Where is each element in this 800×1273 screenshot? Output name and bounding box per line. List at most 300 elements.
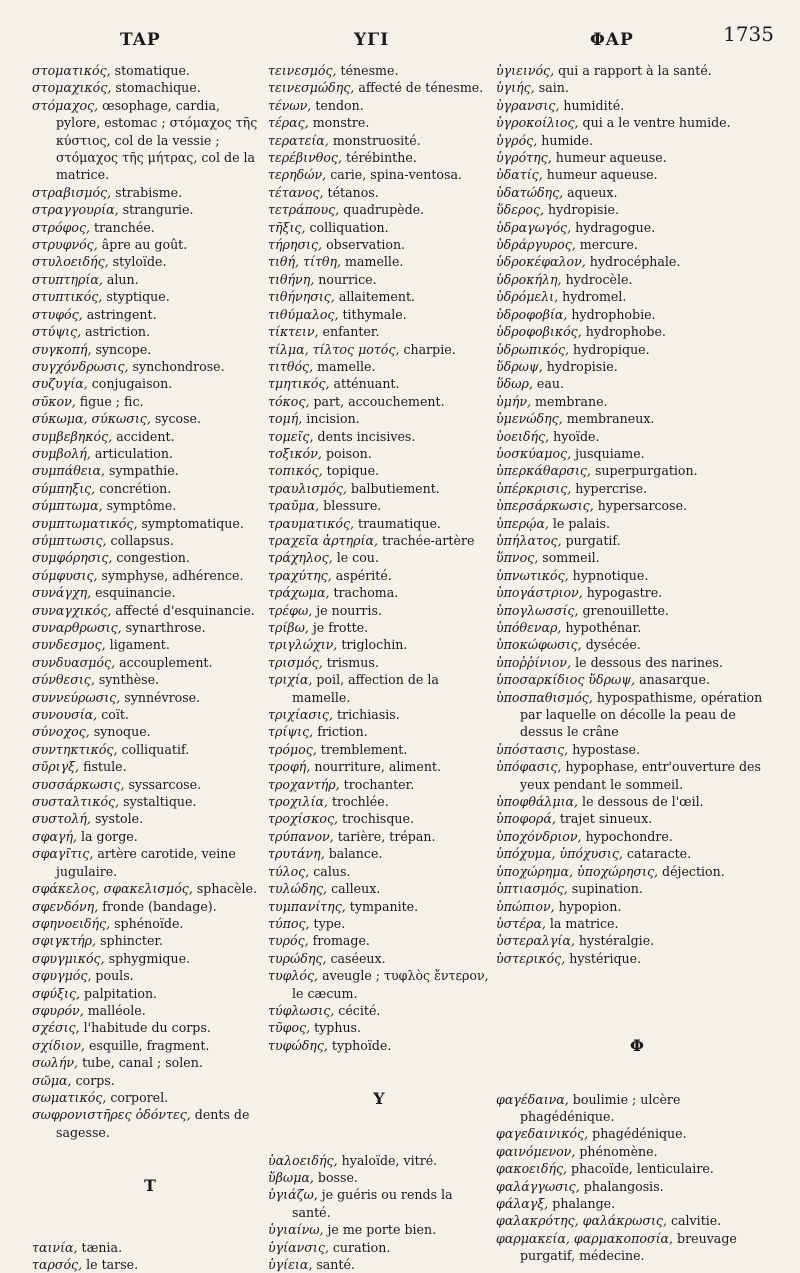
greek-headword: φαρμακεία, φαρμακοποσία, [496, 1230, 674, 1246]
dictionary-entry [32, 915, 268, 932]
greek-headword: ὑποσπαθισμός, [496, 689, 593, 705]
greek-headword: τραυματικός, [268, 515, 355, 531]
dictionary-entry [268, 584, 490, 601]
french-definition: grenouillette. [578, 602, 669, 618]
french-definition: le dessous des narines. [571, 654, 723, 670]
dictionary-entry [32, 758, 268, 775]
greek-headword: στραβισμός, [32, 184, 112, 200]
running-header-right: ΦAP [590, 30, 634, 50]
dictionary-entry [268, 358, 490, 375]
greek-headword: ὑποκώφωσις, [496, 637, 582, 653]
greek-headword: τραῦμα, [268, 498, 320, 514]
greek-headword: ὑγιάζω, [268, 1187, 318, 1203]
greek-headword: σωφρονιστῆρες ὀδόντες, [32, 1107, 191, 1123]
greek-headword: ὕδωρ, [496, 376, 533, 392]
french-definition: poil, affection de la mamelle. [292, 672, 439, 705]
french-definition: phalange. [548, 1195, 616, 1211]
dictionary-entry [268, 323, 490, 340]
french-definition: santé. [312, 1257, 355, 1272]
french-definition: eau. [532, 376, 565, 392]
greek-headword: ταρσός, [32, 1257, 83, 1272]
dictionary-entry [268, 1002, 490, 1019]
greek-headword: ὑπέρκρισις, [496, 480, 572, 496]
greek-headword: σφυγμός, [32, 968, 92, 984]
dictionary-entry [32, 393, 268, 410]
dictionary-entry [32, 1002, 268, 1019]
greek-headword: ὑπόθεναρ, [496, 620, 562, 635]
greek-headword: σύνοχος, [32, 724, 90, 740]
dictionary-entry [268, 410, 490, 427]
greek-headword: τυρός, [268, 933, 309, 949]
greek-headword: τρυτάνη, [268, 846, 325, 862]
greek-headword: σύκωμα, σύκωσις, [32, 411, 151, 427]
dictionary-entry [268, 671, 490, 706]
dictionary-entry [496, 1230, 778, 1265]
french-definition: phénomène. [575, 1143, 658, 1159]
french-definition: hypopion. [554, 898, 622, 914]
dictionary-entry [32, 706, 268, 723]
greek-headword: ὑμήν, [496, 393, 532, 409]
column-3 [496, 62, 778, 1265]
dictionary-entry [32, 1256, 268, 1273]
dictionary-entry [496, 114, 778, 131]
french-definition: malléole. [83, 1002, 146, 1018]
french-definition: sommeil. [538, 550, 600, 566]
dictionary-entry [496, 62, 778, 79]
french-definition: palpitation. [80, 985, 158, 1001]
greek-headword: ὑδατίς, [496, 167, 543, 183]
greek-headword: τετράπους, [268, 202, 340, 218]
dictionary-entry [32, 1106, 268, 1141]
dictionary-entry [496, 950, 778, 967]
french-definition: breuvage purgatif, médecine. [520, 1230, 737, 1264]
french-definition: curation. [328, 1239, 391, 1255]
greek-headword: ὑμενώδης, [496, 411, 563, 427]
dictionary-entry [32, 549, 268, 566]
greek-headword: σφάκελος, σφακελισμός, [32, 881, 193, 897]
french-definition: humidité. [559, 97, 625, 113]
greek-headword: τεινεσμός, [268, 63, 337, 78]
greek-headword: τερηδών, [268, 167, 327, 183]
greek-headword: συντηκτικός, [32, 741, 118, 757]
french-definition: dysécée. [581, 637, 641, 653]
dictionary-entry [32, 584, 268, 601]
greek-headword: ὑαλοειδής, [268, 1152, 338, 1168]
dictionary-entry [268, 288, 490, 305]
entry-list [268, 1152, 490, 1273]
french-definition: tube, canal ; solen. [78, 1055, 203, 1071]
dictionary-entry [32, 306, 268, 323]
section-letter: Y [373, 1089, 385, 1109]
dictionary-entry [268, 1221, 490, 1238]
dictionary-entry [32, 619, 268, 636]
french-definition: je frotte. [308, 620, 369, 635]
greek-headword: ὑστέρα, [496, 915, 546, 931]
greek-headword: συζυγία, [32, 376, 88, 392]
greek-headword: τύπος, [268, 915, 310, 931]
greek-headword: ὑγρός, [496, 132, 538, 148]
greek-headword: ὑπήλατος, [496, 532, 562, 548]
dictionary-entry [496, 97, 778, 114]
running-header-left: TAP [120, 30, 161, 50]
french-definition: cécité. [334, 1002, 381, 1018]
greek-headword: ὑδράργυρος, [496, 237, 576, 253]
greek-headword: τίκτειν, [268, 324, 319, 340]
greek-headword: ὑπώπιον, [496, 898, 555, 914]
dictionary-entry [32, 654, 268, 671]
dictionary-entry [268, 967, 490, 1002]
greek-headword: σωματικός, [32, 1089, 107, 1105]
greek-headword: τήρησις, [268, 237, 323, 253]
greek-headword: τῦφος, [268, 1020, 311, 1036]
entry-list [32, 62, 268, 1141]
dictionary-entry [32, 602, 268, 619]
french-definition: monstre. [308, 115, 370, 131]
dictionary-entry [496, 863, 778, 880]
greek-headword: στρόφος, [32, 219, 91, 235]
french-definition: tendon. [311, 97, 364, 113]
french-definition: astriction. [81, 324, 151, 340]
french-definition: conjugaison. [87, 376, 173, 392]
french-definition: je me porte bien. [323, 1222, 437, 1238]
french-definition: nourriture, aliment. [310, 759, 441, 775]
greek-headword: τιθύμαλος, [268, 306, 339, 322]
dictionary-entry [32, 1019, 268, 1036]
dictionary-entry [32, 271, 268, 288]
dictionary-entry [32, 828, 268, 845]
dictionary-entry [32, 253, 268, 270]
greek-headword: τῆξις, [268, 219, 306, 235]
dictionary-entry [496, 1178, 778, 1195]
dictionary-entry [496, 393, 778, 410]
dictionary-entry [268, 810, 490, 827]
french-definition: humeur aqueuse. [551, 150, 667, 166]
greek-headword: ὑγίεια, [268, 1257, 313, 1272]
dictionary-entry [496, 306, 778, 323]
french-definition: mamelle. [341, 254, 404, 270]
dictionary-entry [496, 79, 778, 96]
dictionary-entry [32, 810, 268, 827]
greek-headword: στομαχικός, [32, 80, 112, 96]
french-definition: hydrophobe. [581, 324, 666, 340]
greek-headword: ὑπνωτικός, [496, 567, 569, 583]
french-definition: traumatique. [354, 515, 441, 531]
dictionary-entry [268, 184, 490, 201]
dictionary-entry [496, 201, 778, 218]
dictionary-entry [268, 1152, 490, 1169]
french-definition: tithymale. [338, 306, 407, 322]
greek-headword: σύμπηξις, [32, 480, 96, 496]
greek-headword: τυφλός, [268, 968, 319, 984]
french-definition: incision. [302, 411, 360, 427]
dictionary-entry [496, 1160, 778, 1177]
greek-headword: σφιγκτήρ, [32, 933, 97, 949]
french-definition: phalangosis. [579, 1178, 664, 1194]
greek-headword: σφηνοειδής, [32, 915, 111, 931]
french-definition: dents de sagesse. [56, 1107, 250, 1140]
page-number: 1735 [723, 22, 774, 46]
french-definition: phacoïde, lenticulaire. [567, 1161, 714, 1177]
greek-headword: σύνθεσις, [32, 672, 95, 688]
dictionary-entry [496, 654, 778, 671]
dictionary-entry [32, 793, 268, 810]
dictionary-entry [32, 219, 268, 236]
french-definition: hydropique. [569, 341, 650, 357]
dictionary-entry [268, 1256, 490, 1273]
dictionary-entry [496, 689, 778, 741]
dictionary-entry [496, 636, 778, 653]
french-definition: balbutiement. [346, 480, 440, 496]
greek-headword: συνάγχη, [32, 585, 92, 601]
greek-headword: τομή, [268, 411, 303, 427]
greek-headword: φαλάγγωσις, [496, 1178, 580, 1194]
dictionary-entry [268, 1037, 490, 1054]
greek-headword: φαγεδαινικός, [496, 1126, 589, 1142]
french-definition: hystérique. [565, 950, 642, 966]
french-definition: l'habitude du corps. [79, 1020, 211, 1036]
dictionary-entry [496, 271, 778, 288]
french-definition: je guéris ou rends la santé. [292, 1187, 453, 1220]
french-definition: hypophase, entr'ouverture des yeux pendant le sommeil. [520, 759, 761, 792]
french-definition: hydrocèle. [561, 271, 633, 287]
dictionary-entry [32, 515, 268, 532]
french-definition: stomatique. [110, 63, 190, 78]
french-definition: triglochin. [337, 637, 408, 653]
dictionary-entry [32, 428, 268, 445]
dictionary-entry [268, 271, 490, 288]
french-definition: sphincter. [96, 933, 164, 949]
french-definition: hystéralgie. [574, 933, 655, 949]
french-definition: tremblement. [316, 741, 408, 757]
greek-headword: τρισμός, [268, 654, 323, 670]
dictionary-entry [268, 932, 490, 949]
french-definition: calus. [309, 863, 351, 879]
french-definition: hypnotique. [568, 567, 649, 583]
french-definition: stomachique. [111, 80, 201, 96]
french-definition: trajet sinueux. [555, 811, 653, 827]
dictionary-entry [268, 515, 490, 532]
french-definition: cataracte. [622, 846, 692, 862]
greek-headword: ὑδροκήλη, [496, 271, 562, 287]
french-definition: tétanos. [323, 184, 379, 200]
dictionary-entry [496, 1212, 778, 1229]
french-definition: trachée-artère [377, 532, 475, 548]
greek-headword: ὑδατώδης, [496, 184, 564, 200]
greek-headword: συνουσία, [32, 707, 98, 723]
french-definition: ténesme. [336, 63, 399, 78]
greek-headword: στραγγουρία, [32, 202, 119, 218]
greek-headword: συνδεσμος, [32, 637, 106, 653]
dictionary-entry [496, 602, 778, 619]
greek-headword: συστολή, [32, 811, 91, 827]
dictionary-entry [496, 480, 778, 497]
french-definition: symptomatique. [137, 515, 244, 531]
dictionary-entry [268, 480, 490, 497]
dictionary-entry [496, 288, 778, 305]
french-definition: calvitie. [666, 1213, 722, 1229]
greek-headword: συμβεβηκός, [32, 428, 113, 444]
dictionary-entry [268, 706, 490, 723]
french-definition: supination. [567, 881, 643, 897]
french-definition: œsophage, cardia, pylore, estomac ; στόμαχος τῆς κύστιος, col de la vessie ; στόμαχος τῆς μήτρας, col de la matrice. [56, 97, 258, 183]
greek-headword: σφαγῖτις, [32, 846, 94, 862]
greek-headword: ταινία, [32, 1239, 78, 1255]
dictionary-entry [268, 532, 490, 549]
dictionary-entry [496, 428, 778, 445]
greek-headword: σφαγή, [32, 828, 77, 844]
french-definition: balance. [324, 846, 383, 862]
dictionary-entry [32, 723, 268, 740]
french-definition: symptôme. [102, 498, 177, 514]
dictionary-entry [496, 149, 778, 166]
dictionary-entry [496, 532, 778, 549]
french-definition: hypogastre. [582, 585, 663, 601]
dictionary-entry [32, 497, 268, 514]
greek-headword: ὑγιεινός, [496, 63, 555, 78]
greek-headword: τριχίασις, [268, 707, 333, 723]
french-definition: sphacèle. [192, 881, 257, 897]
french-definition: mercure. [575, 237, 638, 253]
dictionary-entry [268, 462, 490, 479]
dictionary-entry [268, 445, 490, 462]
french-definition: synarthrose. [121, 620, 206, 635]
greek-headword: τιθή, τίτθη, [268, 254, 342, 270]
french-definition: allaitement. [334, 289, 416, 305]
dictionary-entry [32, 184, 268, 201]
french-definition: hypospathisme, opération par laquelle on décolle la peau de dessus le crâne [520, 689, 763, 740]
dictionary-entry [32, 1089, 268, 1106]
greek-headword: ὑγρανσις, [496, 97, 560, 113]
french-definition: hydropisie. [542, 358, 618, 374]
greek-headword: τέρας, [268, 115, 309, 131]
french-definition: styloïde. [108, 254, 167, 270]
dictionary-entry [32, 845, 268, 880]
dictionary-entry [496, 166, 778, 183]
dictionary-entry [496, 758, 778, 793]
greek-headword: φακοειδής, [496, 1161, 568, 1177]
french-definition: colliquatif. [117, 741, 190, 757]
greek-headword: τρέφω, [268, 602, 313, 618]
dictionary-entry [268, 549, 490, 566]
french-definition: membraneux. [562, 411, 655, 427]
french-definition: synchondrose. [128, 358, 225, 374]
dictionary-entry [32, 1239, 268, 1256]
dictionary-entry [268, 898, 490, 915]
greek-headword: ὑγιαίνω, [268, 1222, 324, 1238]
french-definition: sphénoïde. [110, 915, 184, 931]
french-definition: friction. [313, 724, 368, 740]
dictionary-entry [268, 828, 490, 845]
dictionary-entry [496, 253, 778, 270]
greek-headword: σφενδόνη, [32, 898, 99, 914]
dictionary-entry [268, 375, 490, 392]
greek-headword: ὑποφορά, [496, 811, 556, 827]
french-definition: affecté de ténesme. [354, 80, 484, 96]
greek-headword: τίλμα, τίλτος μοτός, [268, 341, 400, 357]
dictionary-entry [32, 932, 268, 949]
dictionary-entry [268, 1169, 490, 1186]
dictionary-entry [268, 1239, 490, 1256]
french-definition: corporel. [106, 1089, 169, 1105]
greek-headword: ὑοειδής, [496, 428, 550, 444]
greek-headword: στρυφνός, [32, 237, 98, 253]
french-definition: jusquiame. [571, 445, 645, 461]
greek-headword: στύψις, [32, 324, 82, 340]
greek-headword: φάλαγξ, [496, 1195, 549, 1211]
dictionary-entry [268, 776, 490, 793]
french-definition: concrétion. [95, 480, 172, 496]
greek-headword: ὑδροκέφαλον, [496, 254, 586, 270]
greek-headword: τομεῖς, [268, 428, 314, 444]
greek-headword: τριγλώχιν, [268, 637, 338, 653]
french-definition: boulimie ; ulcère phagédénique. [520, 1091, 681, 1124]
greek-headword: τρίψις, [268, 724, 314, 740]
greek-headword: τεινεσμώδης, [268, 80, 355, 96]
dictionary-entry [268, 950, 490, 967]
dictionary-entry [32, 201, 268, 218]
dictionary-entry [496, 1195, 778, 1212]
greek-headword: σύμπτωμα, [32, 498, 103, 514]
dictionary-entry [268, 1019, 490, 1036]
dictionary-entry [268, 62, 490, 79]
dictionary-entry [268, 149, 490, 166]
greek-headword: συγχόνδρωσις, [32, 358, 129, 374]
dictionary-entry [268, 880, 490, 897]
dictionary-entry [32, 671, 268, 688]
greek-headword: σφυγμικός, [32, 950, 105, 966]
dictionary-entry [268, 602, 490, 619]
greek-headword: τριχία, [268, 672, 313, 688]
dictionary-entry [32, 410, 268, 427]
greek-headword: φαγέδαινα, [496, 1091, 569, 1107]
french-definition: hypercrise. [571, 480, 648, 496]
dictionary-entry [32, 880, 268, 897]
french-definition: hypothénar. [561, 620, 642, 635]
greek-headword: συσσάρκωσις, [32, 776, 125, 792]
french-definition: observation. [322, 237, 406, 253]
french-definition: topique. [322, 463, 380, 479]
dictionary-entry [32, 62, 268, 79]
dictionary-entry [496, 567, 778, 584]
dictionary-entry [496, 1091, 778, 1126]
dictionary-entry [268, 341, 490, 358]
entry-list [32, 1239, 268, 1273]
french-definition: trochanter. [339, 776, 415, 792]
entry-list [496, 62, 778, 967]
french-definition: trichiasis. [332, 707, 400, 723]
dictionary-entry [268, 201, 490, 218]
dictionary-entry [32, 985, 268, 1002]
dictionary-entry [32, 480, 268, 497]
greek-headword: τράχωμα, [268, 585, 330, 601]
french-definition: anasarque. [635, 672, 710, 688]
greek-headword: στόμαχος, [32, 97, 99, 113]
french-definition: humeur aqueuse. [542, 167, 658, 183]
dictionary-entry [496, 1125, 778, 1142]
french-definition: strangurie. [118, 202, 194, 218]
french-definition: trochlée. [327, 794, 389, 810]
greek-headword: τροχίσκος, [268, 811, 339, 827]
french-definition: hyaloïde, vitré. [337, 1152, 438, 1168]
greek-headword: στυλοειδής, [32, 254, 109, 270]
greek-headword: ὑστεραλγία, [496, 933, 575, 949]
greek-headword: φαινόμενον, [496, 1143, 576, 1159]
dictionary-entry [496, 741, 778, 758]
dictionary-entry [268, 166, 490, 183]
french-definition: déjection. [658, 863, 725, 879]
greek-headword: συνδυασμός, [32, 654, 116, 670]
greek-headword: ὑποχώρημα, ὑποχώρησις, [496, 863, 659, 879]
